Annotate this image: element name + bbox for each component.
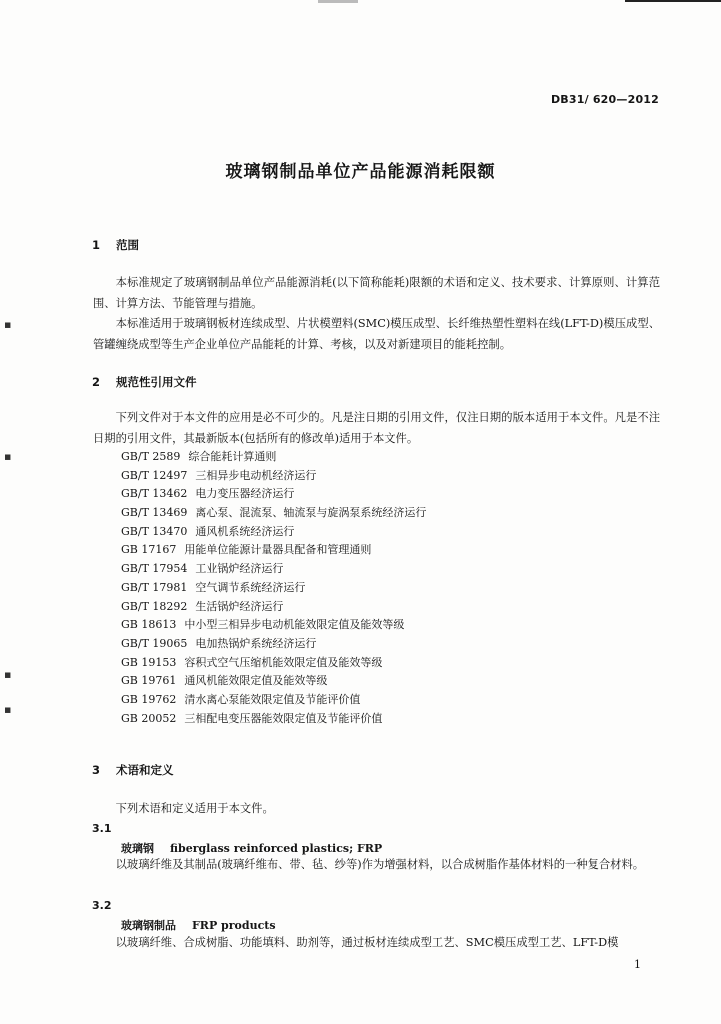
reference-title: 用能单位能源计量器具配备和管理通则: [184, 543, 372, 557]
list-item: [121, 598, 426, 617]
reference-title: 生活锅炉经济运行: [195, 599, 284, 613]
paragraph: 下列文件对于本文件的应用是必不可少的。凡是注日期的引用文件，仅注日期的版本适用于本文件。凡是不注日期的引用文件，其最新版本(包括所有的修改单)适用于本文件。: [93, 411, 660, 445]
clause-number: 3.1: [92, 822, 112, 835]
reference-title: 工业锅炉经济运行: [195, 562, 284, 576]
document-title: 玻璃钢制品单位产品能源消耗限额: [225, 162, 496, 182]
term-heading: [121, 840, 382, 856]
top-rule: [625, 0, 721, 2]
section-title: 规范性引用文件: [116, 375, 197, 389]
reference-title: 综合能耗计算通则: [188, 450, 277, 463]
term-definition: 以玻璃纤维及其制品(玻璃纤维布、带、毡、纱等)作为增强材料，以合成树脂作基体材料的一种复合材料。: [115, 858, 645, 871]
paragraph: 本标准适用于玻璃钢板材连续成型、片状模塑料(SMC)模压成型、长纤维热塑性塑料在线(LFT-D)模压成型、管罐缠绕成型等生产企业单位产品能耗的计算、考核，以及对新建项目的能耗控制。: [93, 317, 660, 351]
margin-mark: ▪: [4, 668, 12, 681]
list-item: [121, 448, 426, 467]
list-item: [121, 616, 426, 635]
reference-code: GB/T 17954: [121, 562, 188, 576]
reference-code: GB/T 13462: [121, 487, 188, 501]
section-1-heading: [92, 237, 139, 253]
section-title: 术语和定义: [116, 763, 174, 777]
section-2-heading: [92, 374, 197, 390]
list-item: [121, 672, 426, 691]
reference-code: GB 20052: [121, 711, 177, 725]
section-3-heading: [92, 762, 174, 778]
reference-title: 电加热锅炉系统经济运行: [195, 636, 317, 650]
section-number: 2: [92, 375, 101, 389]
page-number: 1: [634, 958, 641, 971]
reference-code: GB/T 19065: [121, 636, 188, 650]
list-item: [121, 467, 426, 486]
margin-mark: ▪: [4, 703, 12, 716]
reference-code: GB 19153: [121, 655, 177, 669]
section-number: 1: [92, 238, 101, 252]
list-item: [121, 654, 426, 673]
reference-code: GB 19762: [121, 692, 177, 706]
reference-code: GB/T 18292: [121, 599, 188, 613]
scan-mark: [318, 0, 358, 3]
list-item: [121, 560, 426, 579]
reference-title: 三相异步电动机经济运行: [195, 468, 317, 482]
paragraph: 本标准规定了玻璃钢制品单位产品能源消耗(以下简称能耗)限额的术语和定义、技术要求、计算原则、计算范围、计算方法、节能管理与措施。: [93, 276, 660, 310]
margin-mark: ▪: [4, 318, 12, 331]
reference-title: 空气调节系统经济运行: [195, 580, 306, 594]
list-item: [121, 691, 426, 710]
reference-code: GB/T 13470: [121, 524, 188, 538]
reference-title: 离心泵、混流泵、轴流泵与旋涡泵系统经济运行: [195, 506, 427, 520]
reference-title: 三相配电变压器能效限定值及节能评价值: [184, 711, 383, 725]
reference-code: GB 18613: [121, 618, 177, 632]
reference-title: 通风机系统经济运行: [195, 524, 295, 538]
reference-list: [121, 448, 426, 728]
list-item: [121, 710, 426, 729]
reference-code: GB 19761: [121, 674, 177, 688]
reference-code: GB/T 17981: [121, 580, 188, 594]
list-item: [121, 523, 426, 542]
margin-mark: ▪: [4, 450, 12, 463]
reference-code: GB/T 12497: [121, 468, 188, 482]
reference-title: 清水离心泵能效限定值及节能评价值: [184, 692, 361, 706]
term-en: fiberglass reinforced plastics; FRP: [170, 842, 383, 855]
term-heading: [121, 917, 276, 933]
term-zh: 玻璃钢制品: [121, 919, 176, 932]
term-zh: 玻璃钢: [121, 842, 154, 855]
term-en: FRP products: [192, 919, 276, 932]
reference-title: 容积式空气压缩机能效限定值及能效等级: [184, 655, 383, 669]
reference-code: GB/T 13469: [121, 506, 188, 520]
reference-title: 中小型三相异步电动机能效限定值及能效等级: [184, 618, 405, 632]
section-number: 3: [92, 763, 101, 777]
list-item: [121, 485, 426, 504]
paragraph: 下列术语和定义适用于本文件。: [115, 802, 274, 815]
list-item: [121, 541, 426, 560]
reference-title: 电力变压器经济运行: [195, 487, 295, 501]
section-title: 范围: [116, 238, 139, 252]
clause-number: 3.2: [92, 899, 112, 912]
standard-code: DB31/ 620—2012: [550, 93, 659, 106]
term-definition: 以玻璃纤维、合成树脂、功能填料、助剂等，通过板材连续成型工艺、SMC模压成型工艺、LFT-D模: [115, 936, 619, 949]
list-item: [121, 504, 426, 523]
reference-code: GB/T 2589: [121, 450, 181, 463]
reference-title: 通风机能效限定值及能效等级: [184, 674, 328, 688]
reference-code: GB 17167: [121, 543, 177, 557]
list-item: [121, 635, 426, 654]
list-item: [121, 579, 426, 598]
